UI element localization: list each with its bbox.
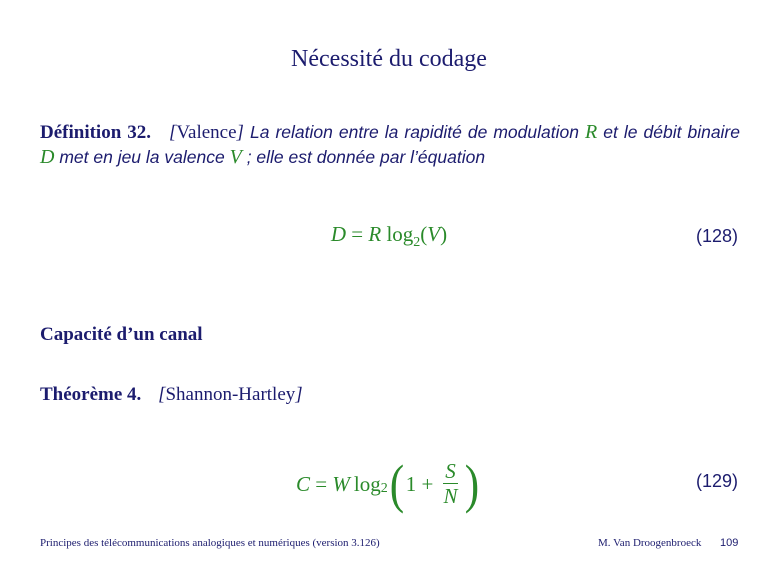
- eq2-one-plus: 1 +: [405, 471, 439, 496]
- definition-name-text: Valence: [176, 122, 237, 143]
- footer-page-number: 109: [720, 537, 739, 549]
- definition-text-1: La relation entre la rapidité de modulation: [249, 122, 579, 142]
- eq1-log-base: 2: [413, 235, 421, 250]
- definition-text-4: ; elle est donnée par l’équation: [246, 147, 486, 167]
- equation-number-128: (128): [695, 226, 738, 246]
- eq1-open: (: [420, 222, 428, 246]
- eq2-fraction: [442, 460, 460, 508]
- eq1-lhs: D: [330, 222, 347, 246]
- eq1-v: V: [427, 222, 441, 246]
- eq2-numerator: S: [445, 459, 456, 483]
- definition-name: [169, 122, 244, 143]
- eq1-r: R: [368, 222, 382, 246]
- eq1-equals: =: [346, 222, 369, 246]
- theorem-name-close: ]: [295, 384, 303, 405]
- eq1-log: log: [386, 222, 414, 246]
- slide-title: Nécessité du codage: [291, 46, 487, 72]
- eq2-log-base: 2: [380, 481, 388, 496]
- eq2-lhs: C: [296, 471, 311, 496]
- equation-129: [296, 452, 481, 516]
- theorem-name-text: Shannon-Hartley: [165, 384, 296, 405]
- definition-text-2: et le débit binaire: [603, 122, 740, 142]
- theorem-heading: Théorème 4.: [40, 384, 142, 405]
- footer-course: Principes des télécommunications analogiques et numériques (version 3.126): [40, 537, 380, 549]
- equation-number-129: (129): [695, 471, 738, 491]
- footer-author: M. Van Droogenbroeck: [598, 537, 702, 549]
- variable-r: R: [584, 121, 598, 143]
- eq2-w: W: [332, 471, 350, 496]
- section-heading: Capacité d’un canal: [40, 324, 203, 345]
- eq2-close-paren: ): [464, 454, 479, 514]
- definition-heading: Définition 32.: [40, 122, 151, 143]
- eq2-open-paren: (: [389, 454, 404, 514]
- variable-d: D: [40, 146, 55, 168]
- eq2-equals: =: [310, 471, 333, 496]
- definition-name-open: [: [168, 122, 177, 143]
- theorem-block: [40, 384, 303, 406]
- variable-v: V: [229, 146, 242, 168]
- definition-text-3: met en jeu la valence: [59, 147, 225, 167]
- definition-block: [40, 120, 740, 170]
- theorem-name: [158, 384, 303, 405]
- eq1-close: ): [440, 222, 448, 246]
- eq2-denominator: N: [443, 484, 458, 508]
- theorem-name-open: [: [158, 384, 166, 405]
- eq2-log: log: [353, 471, 381, 496]
- equation-128: [0, 222, 778, 250]
- definition-name-close: ]: [236, 122, 244, 143]
